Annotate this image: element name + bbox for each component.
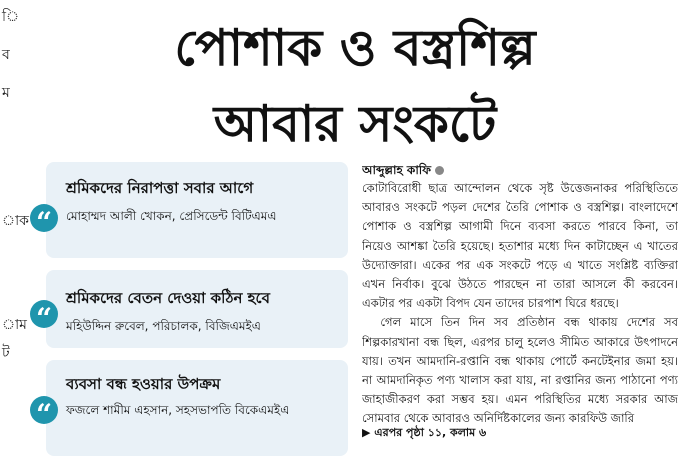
- edge-fragment: ম: [2, 85, 10, 101]
- headline-line-1: পোশাক ও বস্ত্রশিল্প: [174, 18, 536, 77]
- quote-title: শ্রমিকদের বেতন দেওয়া কঠিন হবে: [66, 289, 270, 307]
- edge-fragment: ি: [2, 9, 20, 25]
- article-body: [362, 161, 678, 456]
- quote-speaker: মহিউদ্দিন রুবেল, পরিচালক, বিজিএমইএ: [66, 319, 261, 333]
- quote-box: [46, 270, 348, 348]
- author-byline: [362, 161, 678, 179]
- headline-line-2: আবার সংকটে: [213, 94, 497, 153]
- quote-marks-icon: “: [30, 300, 58, 328]
- quote-title: শ্রমিকদের নিরাপত্তা সবার আগে: [66, 179, 254, 197]
- quote-marks-icon: “: [30, 396, 58, 424]
- edge-fragment: াক: [2, 213, 29, 229]
- edge-fragment: ব: [2, 47, 10, 63]
- continued-on-link[interactable]: ▶ এরপর পৃষ্ঠা ১১, কলাম ৬: [362, 425, 487, 439]
- adjacent-column-fragment: [0, 0, 29, 456]
- bullet-dot-icon: [435, 166, 444, 175]
- quote-box: [46, 360, 348, 456]
- edge-fragment: ট: [2, 345, 10, 361]
- article-paragraph: গেল মাসে তিন দিন সব প্রতিষ্ঠান বন্ধ থাকায় দেশের সব শিল্পকারখানা বন্ধ ছিল, এরপর চালু হলেও সীমিত আকারে উৎপাদনে যায়। তখন আমদানি-রপ্তানি বন্ধ থাকায় পোর্টে কনটেইনার জমা হয়। না আমদানিকৃত পণ্য খালাস করা যায়, না রপ্তানির জন্য পাঠানো পণ্য জাহাজীকরণ করা সম্ভব হয়। এমন পরিস্থিতির মধ্যে সরকার আজ সোমবার থেকে আবারও অনির্দিষ্টকালের জন্য কারফিউ জারি: [362, 315, 678, 426]
- quote-box: [46, 162, 348, 258]
- quote-speaker: ফজলে শামীম এহসান, সহসভাপতি বিকেএমইএ: [66, 403, 290, 417]
- quote-marks-icon: “: [30, 204, 58, 232]
- quote-speaker: মোহাম্মদ আলী খোকন, প্রেসিডেন্ট বিটিএমএ: [66, 209, 277, 223]
- edge-fragment: াম: [2, 317, 27, 333]
- article-paragraph: কোটাবিরোধী ছাত্র আন্দোলন থেকে সৃষ্ট উত্তেজনাকর পরিস্থিতিতে আবারও সংকটে পড়ল দেশের তৈরি পোশাক ও বস্ত্রশিল্প। বাংলাদেশে পোশাক ও বস্ত্রশিল্প আগামী দিনে ব্যবসা করতে পারবে কিনা, তা নিয়েও আশঙ্কা তৈরি হয়েছে। হতাশার মধ্যে দিন কাটাচ্ছেন এ খাতের উদ্যোক্তারা। একের পর এক সংকটে পড়ে এ খাতে সংশ্লিষ্ট ব্যক্তিরা এখন নির্বাক। বুঝে উঠতে পারছেন না তারা আসলে কী করবেন। একটার পর একটা বিপদ যেন তাদের চারপাশ ঘিরে ধরছে।: [362, 181, 678, 311]
- author-name: আব্দুল্লাহ কাফি: [362, 163, 431, 177]
- quote-title: ব্যবসা বন্ধ হওয়ার উপক্রম: [66, 375, 221, 393]
